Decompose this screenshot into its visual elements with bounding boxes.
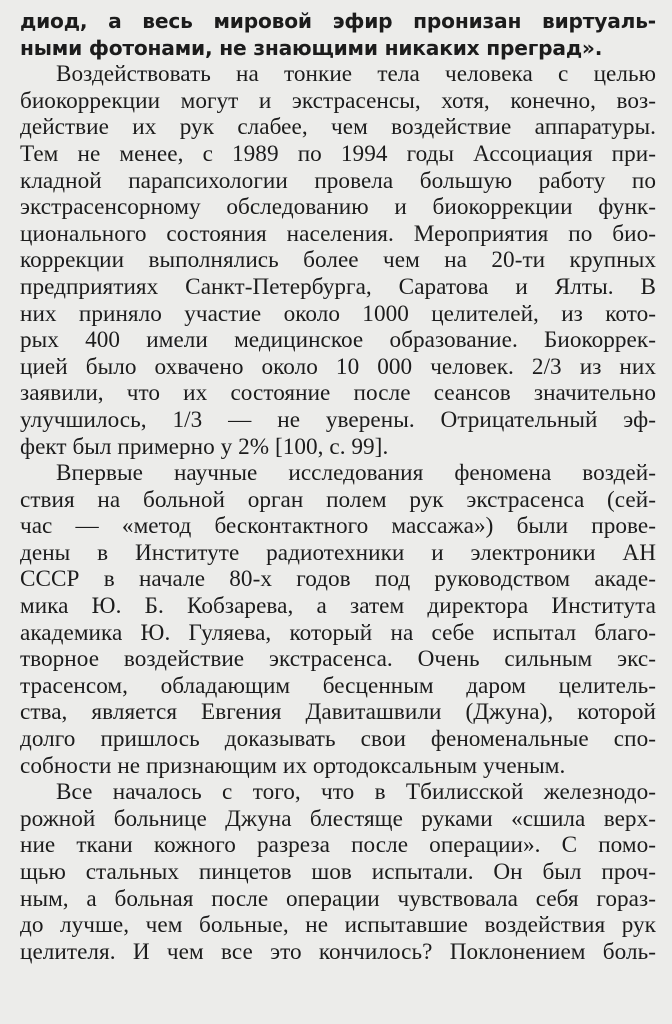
text-line: мика Ю. Б. Кобзарева, а затем директора Института: [20, 593, 656, 620]
text-line: долго пришлось доказывать свои феноменальные спо-: [20, 726, 656, 753]
text-line: диод, а весь мировой эфир пронизан виртуаль-: [20, 9, 656, 33]
text-line: собности не признающим их ортодоксальным ученым.: [20, 752, 566, 779]
text-line: рожной больнице Джуна блестяще руками «сшила верх-: [20, 805, 656, 832]
text-line: ства, является Евгения Давиташвили (Джуна), которой: [20, 699, 656, 726]
text-line: ние ткани кожного разреза после операции». С помо-: [20, 832, 656, 859]
paragraph-tbilisi: [20, 779, 656, 965]
text-line: ционального состояния населения. Мероприятия по био-: [20, 220, 656, 247]
text-line: биокоррекции могут и экстрасенсы, хотя, конечно, воз-: [20, 87, 656, 114]
paragraph-quote-ending: [20, 8, 656, 61]
text-line: ствия на больной орган полем рук экстрасенса (сей-: [20, 486, 656, 513]
text-line: ным, а больная после операции чувствовала себя гораз-: [20, 885, 656, 912]
paragraph-biocorrection: [20, 61, 656, 460]
text-line: дены в Институте радиотехники и электроники АН: [20, 539, 656, 566]
text-line: щью стальных пинцетов шов испытали. Он был проч-: [20, 859, 656, 885]
paragraph-research: [20, 460, 656, 779]
text-line: час — «метод бесконтактного массажа») были прове-: [20, 513, 656, 540]
text-line: Все началось с того, что в Тбилисской железнодо-: [56, 779, 656, 806]
text-line: предприятиях Санкт-Петербурга, Саратова и Ялты. В: [20, 273, 656, 300]
text-line: действие их рук слабее, чем воздействие аппаратуры.: [20, 114, 656, 141]
text-line: коррекции выполнялись более чем на 20-ти крупных: [20, 247, 656, 274]
text-line: целителя. И чем все это кончилось? Поклонением боль-: [20, 938, 656, 965]
text-line: СССР в начале 80-х годов под руководством акаде-: [20, 566, 656, 593]
text-line: творное воздействие экстрасенса. Очень сильным экс-: [20, 646, 656, 673]
text-line: них приняло участие около 1000 целителей, из кото-: [20, 300, 656, 327]
text-line: экстрасенсорному обследованию и биокоррекции функ-: [20, 194, 656, 221]
text-line: академика Ю. Гуляева, который на себе испытал благо-: [20, 619, 656, 646]
text-line: Впервые научные исследования феномена воздей-: [56, 460, 656, 487]
text-line: заявили, что их состояние после сеансов значительно: [20, 380, 656, 407]
text-line: ными фотонами, не знающими никаких преград».: [20, 35, 603, 60]
text-line: трасенсом, обладающим бесценным даром целитель-: [20, 672, 656, 699]
text-line: до лучше, чем больные, не испытавшие воздействия рук: [20, 912, 656, 939]
text-line: Воздействовать на тонкие тела человека с целью: [56, 61, 656, 88]
text-line: фект был примерно у 2% [100, с. 99].: [20, 433, 389, 460]
text-line: кладной парапсихологии провела большую работу по: [20, 167, 656, 194]
text-line: Тем не менее, с 1989 по 1994 годы Ассоциация при-: [20, 140, 656, 167]
text-line: цией было охвачено около 10 000 человек. 2/3 из них: [20, 353, 656, 380]
text-line: рых 400 имели медицинское образование. Биокоррек-: [20, 327, 656, 354]
text-line: улучшилось, 1/3 — не уверены. Отрицательный эф-: [20, 406, 656, 433]
